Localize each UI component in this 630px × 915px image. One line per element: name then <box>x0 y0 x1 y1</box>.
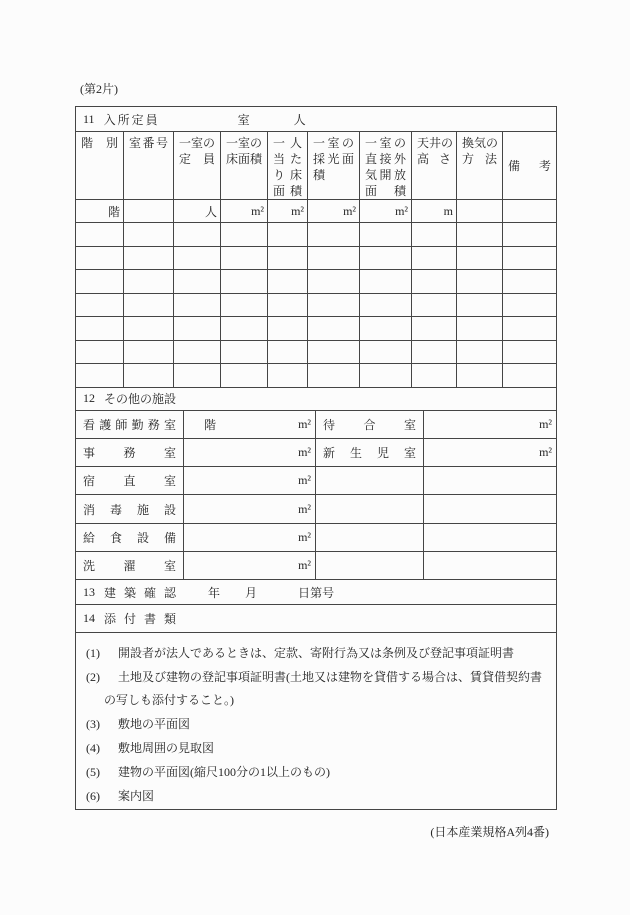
day-label: 日 <box>298 585 311 600</box>
no-prefix-label: 第 <box>310 585 323 600</box>
capacity-empty-cell <box>124 270 174 294</box>
facility-value-nurse-room <box>184 411 316 439</box>
facility-value-empty <box>424 467 556 495</box>
item-text: 敷地周囲の見取図 <box>118 741 215 756</box>
col-header-area-per-person: 一 人 当 た り 床 面 積 <box>268 132 308 200</box>
capacity-empty-cell <box>221 294 268 318</box>
facility-value-night-duty-room <box>184 467 316 495</box>
capacity-empty-cell <box>174 294 221 318</box>
attachment-item <box>86 761 550 784</box>
area-unit-label: m² <box>539 416 552 431</box>
no-suffix-label: 号 <box>322 585 335 600</box>
capacity-empty-cell <box>412 341 457 365</box>
capacity-empty-cell <box>268 294 308 318</box>
capacity-empty-cell <box>457 364 503 388</box>
form-page <box>75 80 557 840</box>
item-text: 建物の平面図(縮尺100分の1以上のもの) <box>118 765 330 780</box>
facility-label-nurse-room: 看 護 師 勤 務 室 <box>76 411 184 439</box>
capacity-empty-cell <box>457 223 503 247</box>
capacity-empty-cell <box>221 247 268 271</box>
capacity-empty-cell <box>308 341 360 365</box>
capacity-empty-cell <box>457 270 503 294</box>
capacity-empty-cell <box>308 247 360 271</box>
capacity-empty-cell <box>268 364 308 388</box>
capacity-empty-cell <box>360 270 412 294</box>
section13-title: 建築確認 <box>104 585 185 600</box>
facility-value-empty <box>424 524 556 552</box>
capacity-empty-cell <box>76 317 124 341</box>
col-header-lighting-area: 一 室 の 採 光 面 積 <box>308 132 360 200</box>
sheet-label: (第2片) <box>80 82 118 96</box>
capacity-empty-cell <box>308 364 360 388</box>
section11-number: 11 <box>83 111 95 126</box>
facility-label-empty <box>316 467 424 495</box>
section11-title: 入所定員 <box>103 112 160 127</box>
section13-row <box>76 580 556 605</box>
capacity-empty-cell <box>221 341 268 365</box>
capacity-empty-cell <box>76 247 124 271</box>
capacity-empty-cell <box>457 294 503 318</box>
capacity-empty-cell <box>124 294 174 318</box>
facility-label-empty <box>316 524 424 552</box>
attachment-item <box>86 737 550 760</box>
area-unit-label: m² <box>539 444 552 459</box>
facility-value-waiting-room <box>424 411 556 439</box>
rooms-unit-label: 室 <box>237 112 250 127</box>
capacity-empty-cell <box>412 317 457 341</box>
col-header-floor: 階 別 <box>76 132 124 200</box>
capacity-empty-cell <box>174 270 221 294</box>
col-header-remarks: 備 考 <box>503 132 556 200</box>
attachment-item <box>86 666 550 712</box>
unit-cell-room-number <box>124 200 174 223</box>
capacity-empty-cell <box>360 341 412 365</box>
col-header-open-air-area: 一 室 の 直 接 外 気 開 放 面 積 <box>360 132 412 200</box>
unit-cell-area-per-person: m² <box>268 200 308 223</box>
col-header-ceiling-height: 天 井 の 高 さ <box>412 132 457 200</box>
col-header-room-number: 室 番 号 <box>124 132 174 200</box>
capacity-empty-cell <box>268 247 308 271</box>
facility-label-disinfection: 消 毒 施 設 <box>76 495 184 523</box>
capacity-empty-cell <box>360 317 412 341</box>
facility-label-empty <box>316 552 424 580</box>
area-unit-label: m² <box>298 529 311 544</box>
attachment-item <box>86 713 550 736</box>
paper-standard-note: (日本産業規格A列4番) <box>430 825 549 840</box>
capacity-empty-cell <box>503 270 556 294</box>
capacity-empty-cell <box>268 223 308 247</box>
attachment-item <box>86 642 550 665</box>
persons-unit-label: 人 <box>293 112 306 127</box>
capacity-empty-cell <box>76 364 124 388</box>
item-number: (4) <box>86 741 100 756</box>
item-text: 土地及び建物の登記事項証明書(土地又は建物を貸借する場合は、賃貸借契約書の写しも添付すること。) <box>104 670 542 708</box>
capacity-empty-cell <box>174 247 221 271</box>
capacity-empty-cell <box>221 223 268 247</box>
section14-number: 14 <box>83 611 95 626</box>
attachment-items <box>76 633 556 808</box>
capacity-empty-cell <box>412 223 457 247</box>
capacity-empty-cell <box>221 317 268 341</box>
item-number: (1) <box>86 646 100 661</box>
item-number: (6) <box>86 789 100 804</box>
form-table <box>75 106 557 810</box>
capacity-empty-cell <box>76 223 124 247</box>
item-number: (5) <box>86 765 100 780</box>
capacity-empty-cell <box>221 364 268 388</box>
capacity-empty-cell <box>503 364 556 388</box>
section12-row <box>76 388 556 411</box>
facility-label-kitchen: 給 食 設 備 <box>76 524 184 552</box>
capacity-empty-cell <box>124 364 174 388</box>
capacity-empty-cell <box>503 223 556 247</box>
unit-cell-floor: 階 <box>76 200 124 223</box>
capacity-empty-cell <box>124 317 174 341</box>
col-header-room-capacity: 一 室 の 定 員 <box>174 132 221 200</box>
facility-label-waiting-room: 待 合 室 <box>316 411 424 439</box>
facility-label-office: 事 務 室 <box>76 439 184 467</box>
area-unit-label: m² <box>298 473 311 488</box>
capacity-empty-cell <box>308 317 360 341</box>
capacity-empty-cell <box>457 247 503 271</box>
area-unit-label: m² <box>298 444 311 459</box>
col-header-room-floor-area: 一 室 の 床 面 積 <box>221 132 268 200</box>
facility-label-laundry: 洗 濯 室 <box>76 552 184 580</box>
capacity-empty-cell <box>412 270 457 294</box>
capacity-empty-cell <box>174 223 221 247</box>
capacity-empty-cell <box>457 317 503 341</box>
capacity-empty-cell <box>412 247 457 271</box>
col-header-ventilation: 換 気 の 方 法 <box>457 132 503 200</box>
unit-cell-ventilation <box>457 200 503 223</box>
unit-cell-ceiling-height: m <box>412 200 457 223</box>
capacity-empty-cell <box>268 317 308 341</box>
capacity-empty-cell <box>174 341 221 365</box>
facility-value-empty <box>424 495 556 523</box>
facility-label-empty <box>316 495 424 523</box>
capacity-empty-cell <box>308 223 360 247</box>
capacity-empty-cell <box>503 294 556 318</box>
facility-label-night-duty-room: 宿 直 室 <box>76 467 184 495</box>
capacity-empty-cell <box>503 341 556 365</box>
capacity-empty-cell <box>124 247 174 271</box>
capacity-empty-cell <box>503 317 556 341</box>
capacity-empty-cell <box>308 270 360 294</box>
facilities-table <box>76 411 556 581</box>
capacity-empty-cell <box>124 223 174 247</box>
unit-cell-open-air-area: m² <box>360 200 412 223</box>
capacity-empty-cell <box>221 270 268 294</box>
section11-row <box>76 107 556 132</box>
item-number: (2) <box>86 670 100 685</box>
capacity-empty-cell <box>457 341 503 365</box>
capacity-empty-cell <box>360 364 412 388</box>
capacity-empty-cell <box>308 294 360 318</box>
facility-label-newborn-room: 新 生 児 室 <box>316 439 424 467</box>
facility-value-kitchen <box>184 524 316 552</box>
unit-cell-capacity: 人 <box>174 200 221 223</box>
facility-value-disinfection <box>184 495 316 523</box>
area-unit-label: m² <box>298 558 311 573</box>
attachment-item <box>86 785 550 808</box>
month-label: 月 <box>245 585 258 600</box>
area-unit-label: m² <box>298 501 311 516</box>
section13-number: 13 <box>83 584 95 599</box>
capacity-empty-cell <box>124 341 174 365</box>
capacity-empty-cell <box>174 317 221 341</box>
unit-cell-lighting-area: m² <box>308 200 360 223</box>
item-number: (3) <box>86 717 100 732</box>
facility-value-newborn-room <box>424 439 556 467</box>
capacity-empty-cell <box>76 270 124 294</box>
section12-number: 12 <box>83 391 95 405</box>
section14-title: 添付書類 <box>104 612 185 627</box>
section14-row <box>76 605 556 633</box>
facility-value-office <box>184 439 316 467</box>
item-text: 案内図 <box>118 789 155 804</box>
area-unit-label: m² <box>298 416 311 431</box>
item-text: 開設者が法人であるときは、定款、寄附行為又は条例及び登記事項証明書 <box>118 646 515 661</box>
unit-cell-floor-area: m² <box>221 200 268 223</box>
capacity-empty-cell <box>503 247 556 271</box>
unit-cell-remarks <box>503 200 556 223</box>
section12-title: その他の施設 <box>104 392 177 406</box>
capacity-empty-cell <box>268 341 308 365</box>
capacity-empty-cell <box>412 294 457 318</box>
capacity-empty-cell <box>412 364 457 388</box>
year-label: 年 <box>208 585 221 600</box>
capacity-empty-cell <box>360 223 412 247</box>
floor-unit-label: 階 <box>204 417 217 432</box>
item-text: 敷地の平面図 <box>118 717 191 732</box>
capacity-empty-cell <box>360 294 412 318</box>
capacity-table <box>76 132 556 388</box>
capacity-empty-cell <box>268 270 308 294</box>
facility-value-empty <box>424 552 556 580</box>
facility-value-laundry <box>184 552 316 580</box>
capacity-empty-cell <box>76 341 124 365</box>
capacity-empty-cell <box>360 247 412 271</box>
capacity-empty-cell <box>174 364 221 388</box>
capacity-empty-cell <box>76 294 124 318</box>
